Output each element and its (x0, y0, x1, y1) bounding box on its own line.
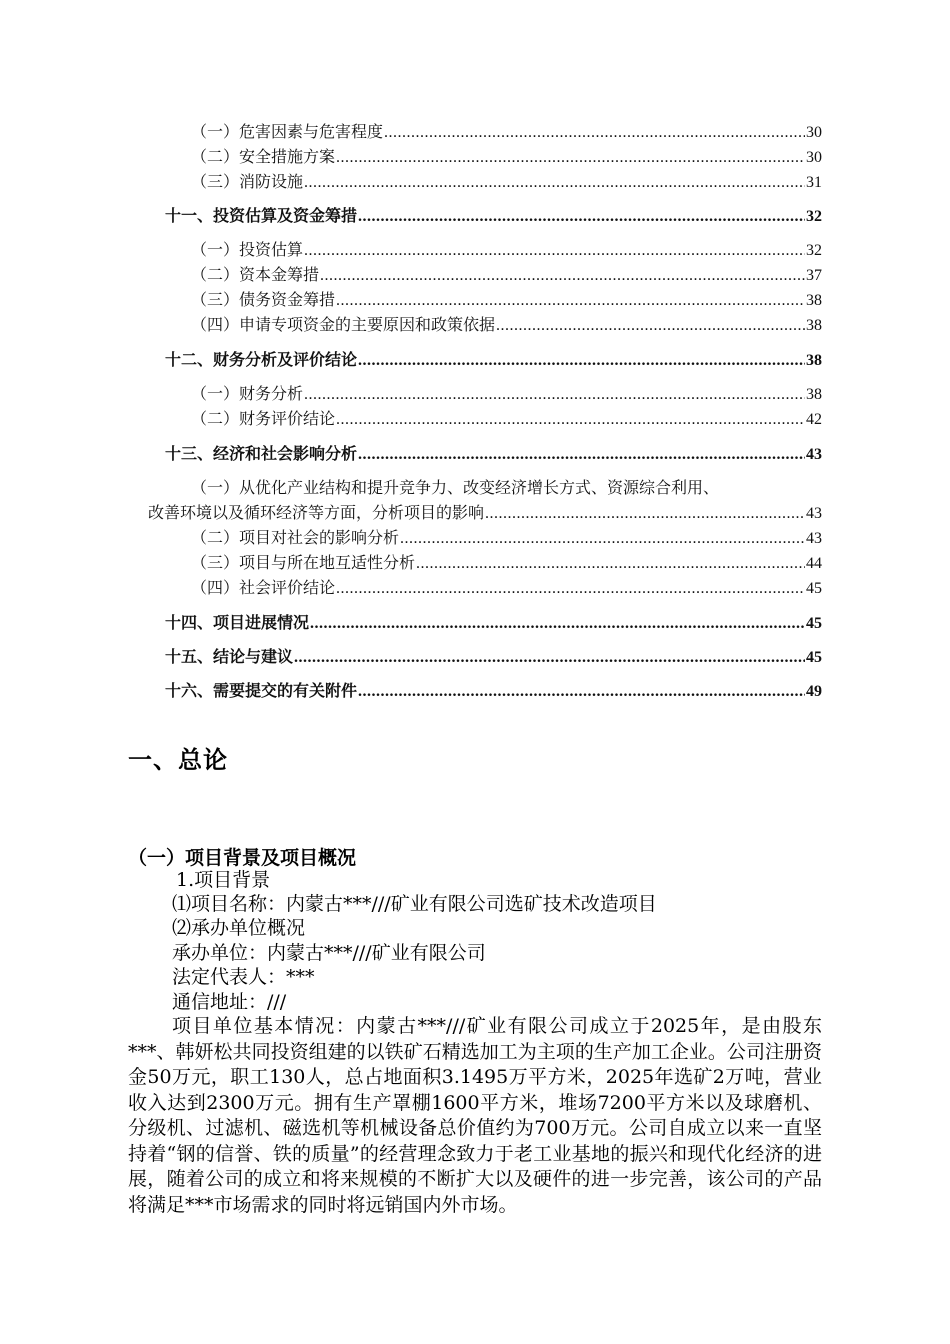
toc-page-number: 38 (806, 317, 822, 334)
toc-chapter-entry[interactable] (165, 646, 822, 669)
toc-page-number: 45 (806, 649, 822, 666)
toc-entry[interactable] (191, 383, 822, 406)
toc-entry-title: （三）消防设施 (191, 172, 304, 191)
toc-leader-dots (336, 409, 805, 431)
toc-entry[interactable] (191, 146, 822, 169)
toc-entry[interactable] (191, 264, 822, 287)
toc-entry-title: （四）社会评价结论 (191, 578, 336, 597)
toc-leader-dots (336, 147, 805, 169)
toc-leader-dots (384, 122, 805, 144)
toc-entry-title: （一）财务分析 (191, 384, 304, 403)
toc-page-number: 30 (806, 149, 822, 166)
company-overview-paragraph: 项目单位基本情况：内蒙古***///矿业有限公司成立于2025年，是由股东***、韩妍松共同投资组建的以铁矿石精选加工为主项的生产加工企业。公司注册资金50万元，职工130人，总占地面积3.1495万平方米，2025年选矿2万吨，营业收入达到2300万元。拥有生产罩棚1600平方米，堆场7200平方米以及球磨机、分级机、过滤机、磁选机等机械设备总价值约为700万元。公司自成立以来一直坚持着“钢的信誉、铁的质量”的经营理念致力于老工业基地的振兴和现代化经济的进展，随着公司的成立和将来规模的不断扩大以及硬件的进一步完善，该公司的产品将满足***市场需求的同时将远销国内外市场。 (128, 1015, 822, 1216)
toc-entry[interactable] (191, 408, 822, 431)
toc-leader-dots (485, 503, 805, 525)
toc-page-number: 45 (806, 615, 822, 632)
toc-chapter-entry[interactable] (165, 205, 822, 228)
toc-leader-dots (304, 172, 805, 194)
toc-entry[interactable] (191, 552, 822, 575)
toc-entry-title: （二）资本金筹措 (191, 265, 320, 284)
section-heading: （一）项目背景及项目概况 (128, 847, 357, 869)
chapter-heading: 一、总论 (128, 746, 228, 774)
toc-leader-dots (358, 444, 805, 466)
toc-entry-title: 十一、投资估算及资金筹措 (165, 206, 358, 225)
toc-page-number: 38 (806, 292, 822, 309)
toc-entry-title: （三）项目与所在地互适性分析 (191, 553, 416, 572)
toc-page-number: 43 (806, 446, 822, 463)
toc-leader-dots (416, 553, 805, 575)
toc-leader-dots (336, 290, 805, 312)
address-line: 通信地址：/// (172, 991, 287, 1013)
toc-page-number: 43 (806, 505, 822, 522)
toc-entry-title: （二）项目对社会的影响分析 (191, 528, 400, 547)
toc-leader-dots (320, 265, 805, 287)
toc-entry[interactable] (191, 239, 822, 262)
toc-page-number: 32 (806, 242, 822, 259)
toc-entry-title: 十六、需要提交的有关附件 (165, 681, 358, 700)
project-name-line: ⑴项目名称：内蒙古***///矿业有限公司选矿技术改造项目 (172, 893, 657, 915)
toc-leader-dots (358, 681, 805, 703)
toc-entry[interactable] (191, 121, 822, 144)
toc-entry[interactable] (191, 171, 822, 194)
toc-entry-title: （二）财务评价结论 (191, 409, 336, 428)
toc-entry-title: （一）危害因素与危害程度 (191, 122, 384, 141)
toc-page-number: 42 (806, 411, 822, 428)
toc-chapter-entry[interactable] (165, 349, 822, 372)
toc-page-number: 45 (806, 580, 822, 597)
toc-entry-title: 十二、财务分析及评价结论 (165, 350, 358, 369)
toc-leader-dots (304, 240, 805, 262)
toc-entry-title: （三）债务资金筹措 (191, 290, 336, 309)
toc-entry-title: （一）投资估算 (191, 240, 304, 259)
toc-entry-title: 十四、项目进展情况 (165, 613, 310, 632)
toc-leader-dots (310, 613, 805, 635)
toc-entry-first-line[interactable]: （一）从优化产业结构和提升竞争力、改变经济增长方式、资源综合利用、 (191, 478, 720, 497)
toc-page-number: 37 (806, 267, 822, 284)
toc-chapter-entry[interactable] (165, 443, 822, 466)
sponsor-unit-line: 承办单位：内蒙古***///矿业有限公司 (172, 942, 486, 964)
toc-entry-title: （二）安全措施方案 (191, 147, 336, 166)
toc-entry[interactable] (148, 502, 822, 525)
toc-entry[interactable] (191, 289, 822, 312)
toc-page-number: 38 (806, 352, 822, 369)
toc-entry-title: 改善环境以及循环经济等方面，分析项目的影响 (148, 503, 485, 522)
toc-leader-dots (358, 206, 805, 228)
toc-entry-title: 十三、经济和社会影响分析 (165, 444, 358, 463)
toc-page-number: 31 (806, 174, 822, 191)
toc-entry[interactable] (191, 314, 822, 337)
toc-leader-dots (400, 528, 805, 550)
toc-entry-title: 十五、结论与建议 (165, 647, 294, 666)
toc-entry-title: （四）申请专项资金的主要原因和政策依据 (191, 315, 496, 334)
toc-chapter-entry[interactable] (165, 680, 822, 703)
toc-leader-dots (304, 384, 805, 406)
toc-leader-dots (496, 315, 805, 337)
toc-leader-dots (358, 350, 805, 372)
toc-entry[interactable] (191, 577, 822, 600)
toc-leader-dots (294, 647, 805, 669)
toc-page-number: 38 (806, 386, 822, 403)
subsection-heading: 1.项目背景 (176, 869, 271, 891)
sponsor-overview-heading: ⑵承办单位概况 (172, 917, 306, 939)
toc-page-number: 44 (806, 555, 822, 572)
toc-chapter-entry[interactable] (165, 612, 822, 635)
toc-entry[interactable] (191, 527, 822, 550)
toc-page-number: 49 (806, 683, 822, 700)
toc-leader-dots (336, 578, 805, 600)
toc-page-number: 30 (806, 124, 822, 141)
toc-page-number: 32 (806, 208, 822, 225)
legal-representative-line: 法定代表人：*** (172, 966, 315, 988)
toc-page-number: 43 (806, 530, 822, 547)
